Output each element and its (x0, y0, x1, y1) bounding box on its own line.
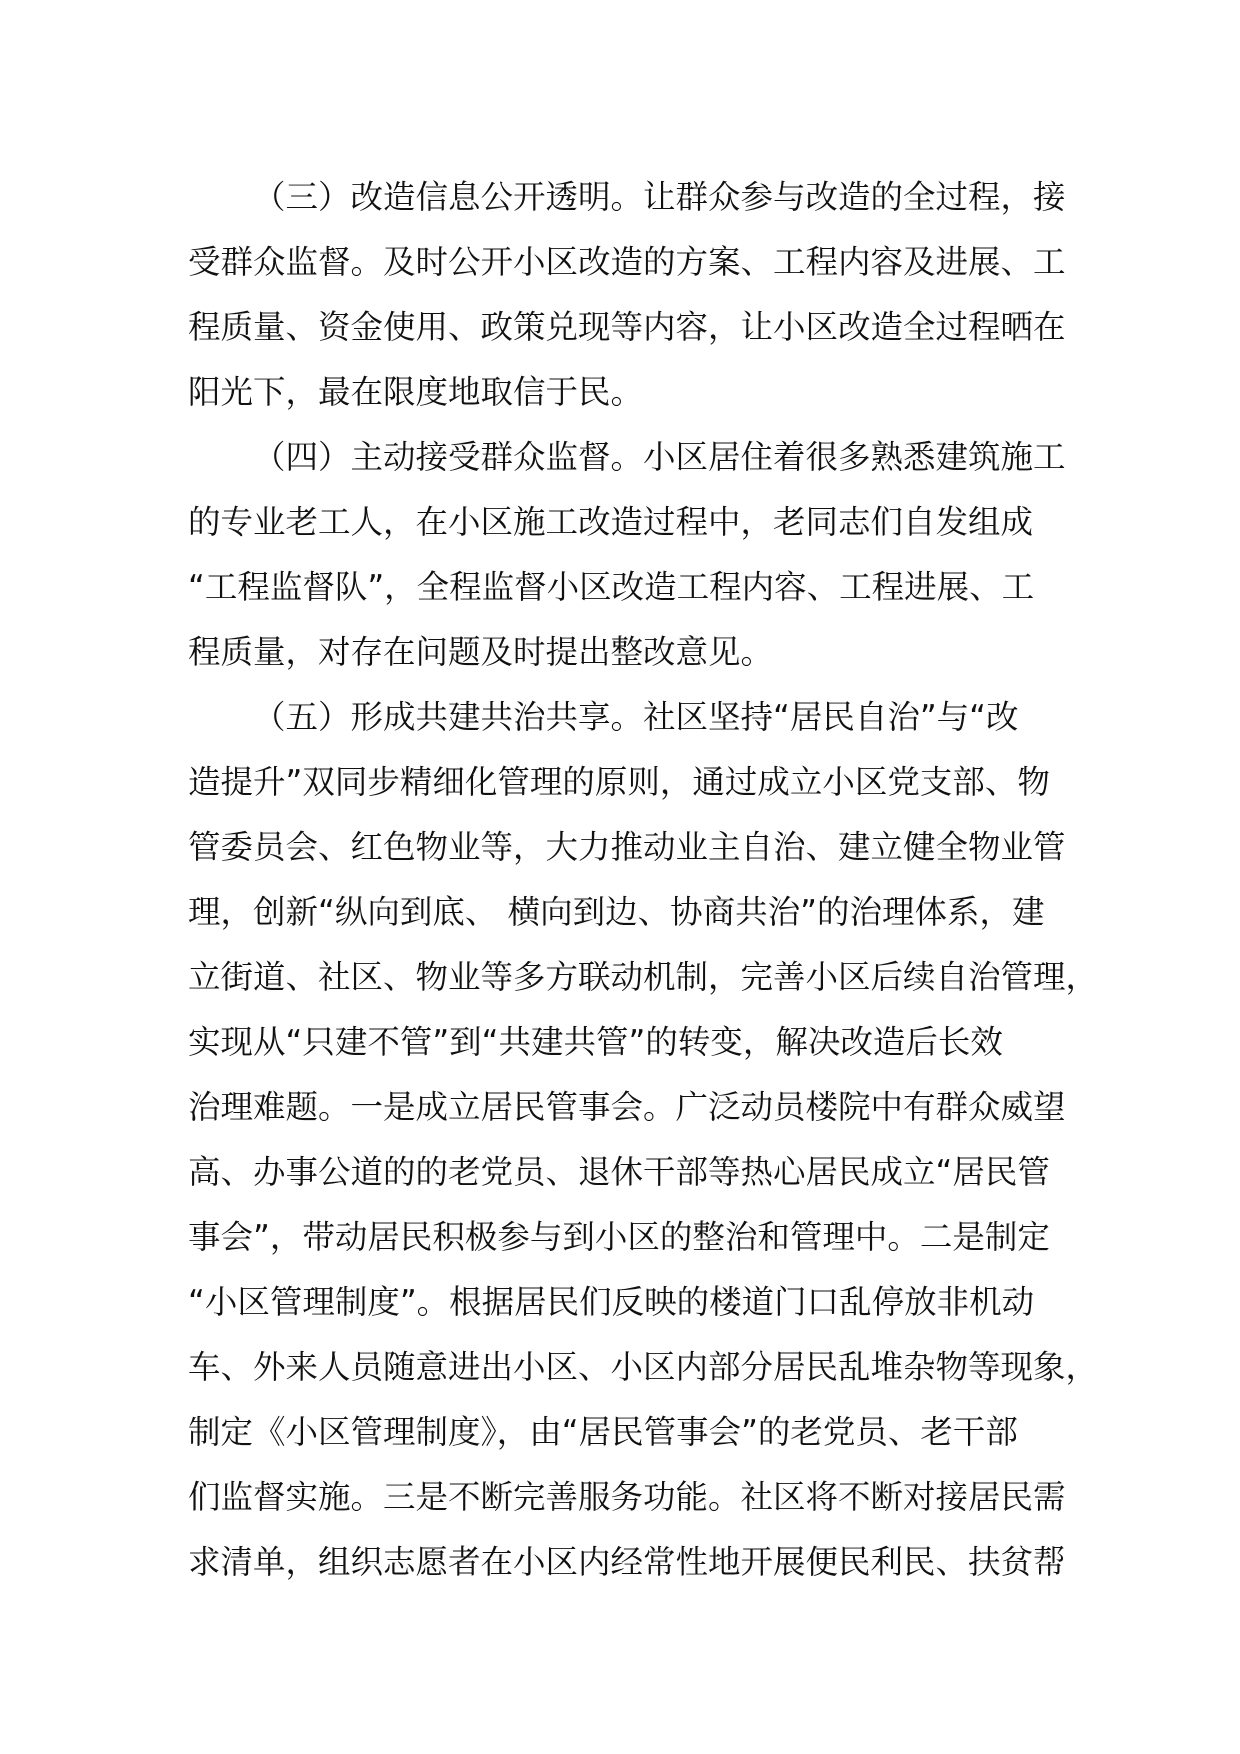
text-line: 理，创新“纵向到底、 横向到边、协商共治”的治理体系，建 (188, 893, 1045, 931)
text-line: 制定《小区管理制度》，由“居民管事会”的老党员、老干部 (188, 1413, 1018, 1451)
paragraph-co-governance (188, 685, 1099, 1595)
text-line: （三）改造信息公开透明。让群众参与改造的全过程，接 (253, 178, 1066, 216)
document-body (188, 165, 1099, 1595)
text-line: 高、办事公道的的老党员、退休干部等热心居民成立“居民管 (188, 1153, 1050, 1191)
text-line: （五）形成共建共治共享。社区坚持“居民自治”与“改 (253, 698, 1019, 736)
text-line: 受群众监督。及时公开小区改造的方案、工程内容及进展、工 (188, 243, 1066, 281)
text-line: “工程监督队”，全程监督小区改造工程内容、工程进展、工 (188, 568, 1035, 606)
text-line: 造提升”双同步精细化管理的原则，通过成立小区党支部、物 (188, 763, 1050, 801)
text-line: （四）主动接受群众监督。小区居住着很多熟悉建筑施工 (253, 438, 1066, 476)
text-line: 事会”，带动居民积极参与到小区的整治和管理中。二是制定 (188, 1218, 1050, 1256)
text-line: 阳光下，最在限度地取信于民。 (188, 373, 644, 411)
text-line: “小区管理制度”。根据居民们反映的楼道门口乱停放非机动 (188, 1283, 1035, 1321)
text-line: 治理难题。一是成立居民管事会。广泛动员楼院中有群众威望 (188, 1088, 1066, 1126)
text-line: 们监督实施。三是不断完善服务功能。社区将不断对接居民需 (188, 1478, 1066, 1516)
paragraph-info-transparency (188, 165, 1088, 425)
text-line: 车、外来人员随意进出小区、小区内部分居民乱堆杂物等现象， (188, 1348, 1099, 1386)
text-line: 的专业老工人，在小区施工改造过程中，老同志们自发组成 (188, 503, 1034, 541)
text-line: 管委员会、红色物业等，大力推动业主自治、建立健全物业管 (188, 828, 1066, 866)
text-line: 实现从“只建不管”到“共建共管”的转变，解决改造后长效 (188, 1023, 1003, 1061)
paragraph-public-supervision (188, 425, 1088, 685)
text-line: 程质量，对存在问题及时提出整改意见。 (188, 633, 774, 671)
text-line: 程质量、资金使用、政策兑现等内容，让小区改造全过程晒在 (188, 308, 1066, 346)
text-line: 求清单，组织志愿者在小区内经常性地开展便民利民、扶贫帮 (188, 1543, 1066, 1581)
text-line: 立街道、社区、物业等多方联动机制，完善小区后续自治管理， (188, 958, 1099, 996)
